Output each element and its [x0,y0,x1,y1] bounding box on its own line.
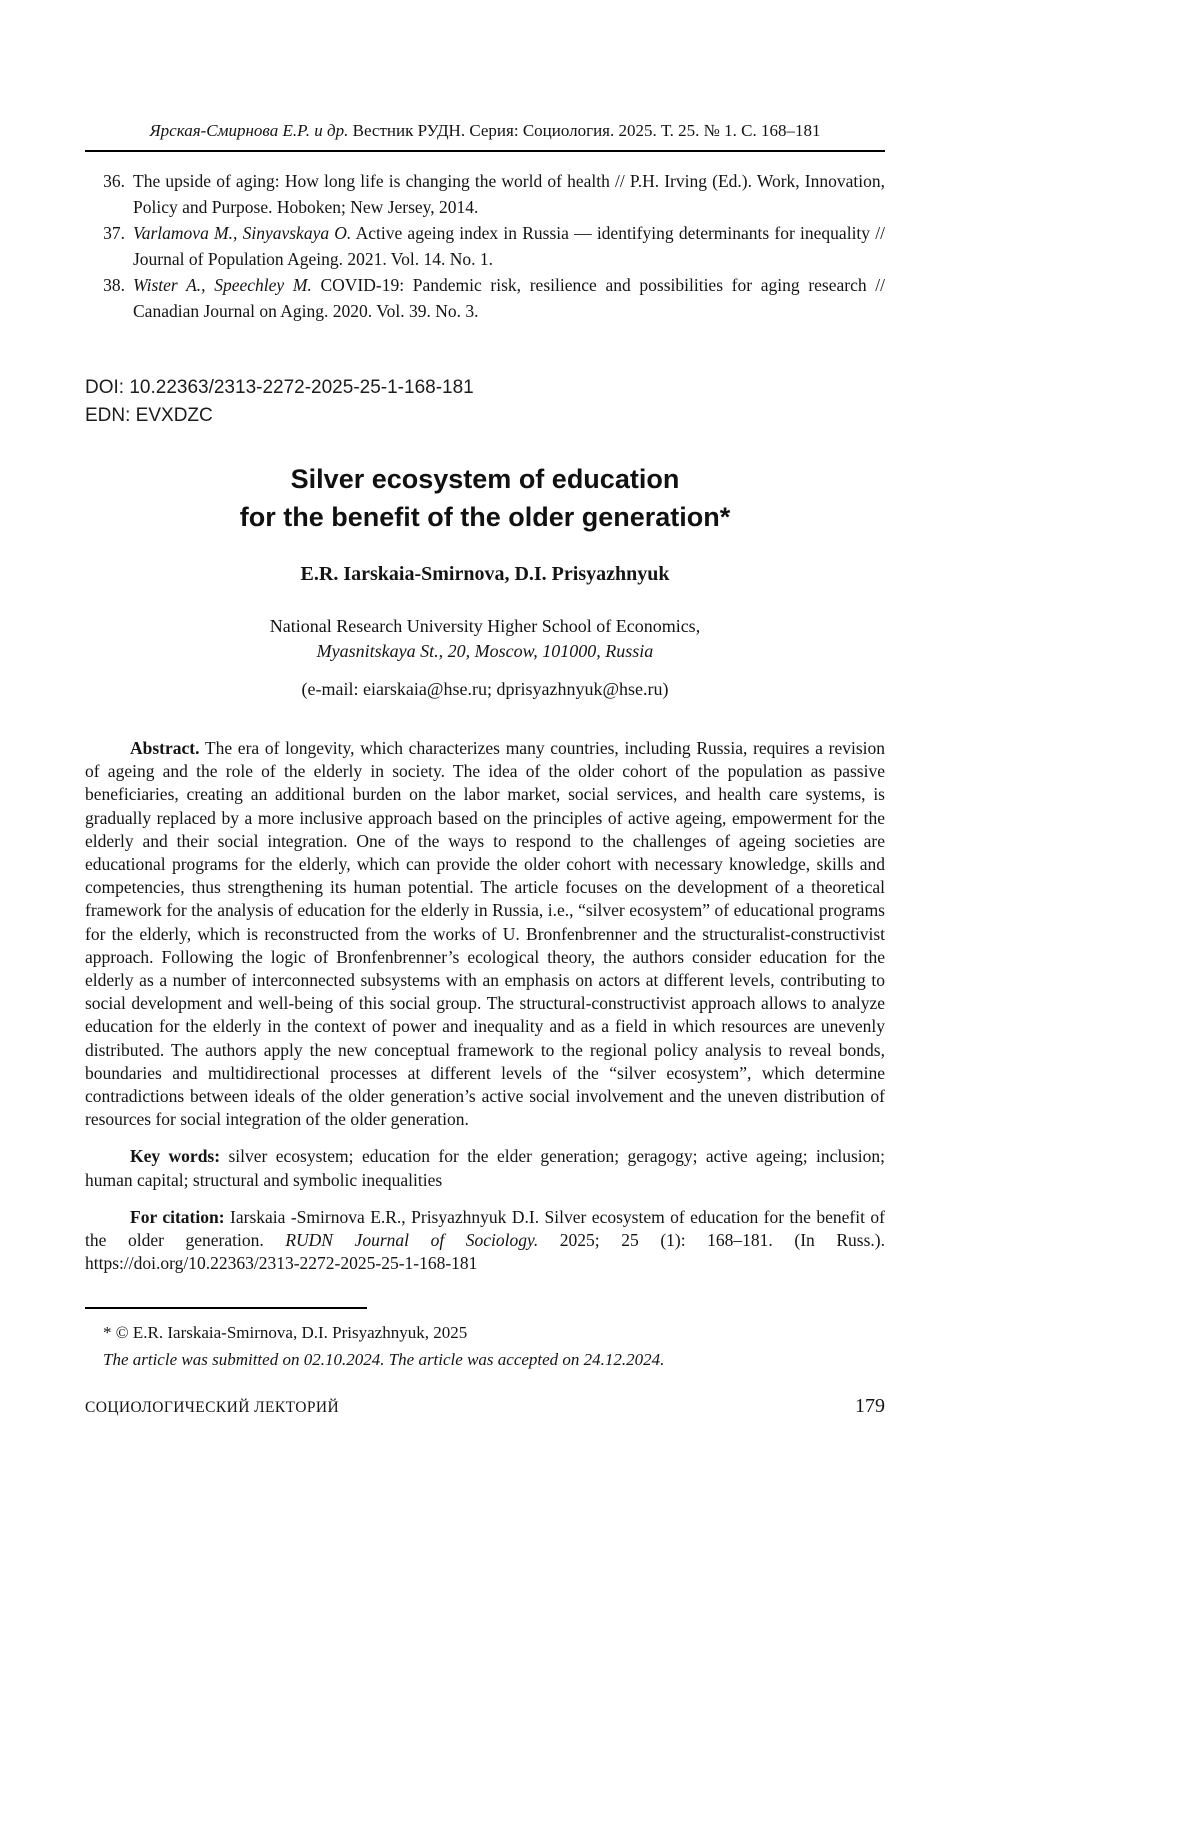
reference-item-36 [85,168,885,220]
reference-number: 37. [103,223,125,243]
edn-line: EDN: EVXDZC [85,405,213,426]
page-footer [85,1395,885,1418]
affiliation-address: Myasnitskaya St., 20, Moscow, 101000, Russia [316,641,654,661]
footnote-dates: The article was submitted on 02.10.2024. The article was accepted on 24.12.2024. [103,1350,665,1370]
keywords-paragraph [85,1145,885,1191]
article-authors: E.R. Iarskaia-Smirnova, D.I. Prisyazhnyuk [300,563,670,585]
footer-section-title: СОЦИОЛОГИЧЕСКИЙ ЛЕКТОРИЙ [85,1399,340,1417]
citation-text-after: 2025; 25 (1): 168–181. (In Russ.). https://doi.org/10.22363/2313-2272-2025-25-1-168-181 [85,1230,885,1274]
reference-authors: Wister A., Speechley M. [133,275,312,295]
citation-journal-name: RUDN Journal of Sociology. [285,1230,539,1251]
article-title-line2: for the benefit of the older generation* [239,502,731,532]
citation-label: For citation: [130,1206,225,1227]
doi-block [85,374,885,430]
footnote-copyright: * © E.R. Iarskaia-Smirnova, D.I. Prisyazhnyuk, 2025 [103,1323,468,1343]
running-header [85,120,885,142]
keywords-label: Key words: [130,1146,221,1167]
affiliation-name: National Research University Higher School of Economics, [269,616,701,636]
abstract-text: The era of longevity, which characterizes many countries, including Russia, requires a revision of ageing and the role of the elderly in society. The idea of the older cohort of the population as passive beneficiaries, creating an additional burden on the labor market, social services, and health care systems, is gradually replaced by a more inclusive approach based on the principles of active ageing, empowerment for the elderly and their social integration. One of the ways to respond to the challenges of ageing societies are educational programs for the elderly, which can provide the older cohort with necessary knowledge, skills and competencies, thus strengthening its human potential. The article focuses on the development of a theoretical framework for the analysis of education for the elderly in Russia, i.e., “silver ecosystem” of educational programs for the elderly, which is reconstructed from the works of U. Bronfenbrenner and the structuralist-constructivist approach. Following the logic of Bronfenbrenner’s ecological theory, the authors consider education for the elderly as a number of interconnected subsystems with an emphasis on actors at different levels, contributing to social development and well-being of this social group. The structural-constructivist approach allows to analyze education for the elderly in the context of power and inequality and as a field in which resources are unevenly distributed. The authors apply the new conceptual framework to the regional policy analysis to reveal bonds, boundaries and multidirectional processes at different levels of the “silver ecosystem”, which determine contradictions between ideals of the older generation’s active social involvement and the uneven distribution of resources for social integration of the older generation. [85,738,885,1130]
reference-number: 36. [103,171,125,191]
keywords-text: silver ecosystem; education for the elder generation; geragogy; active ageing; inclusion; human capital; structural and symbolic inequalities [85,1146,885,1190]
affiliation-block [85,614,885,664]
citation-paragraph [85,1206,885,1276]
footer-page-number: 179 [855,1395,885,1418]
running-header-authors: Ярская-Смирнова Е.Р. и др. [149,121,349,140]
article-title-line1: Silver ecosystem of education [290,464,680,494]
header-rule [85,150,885,152]
reference-authors: Varlamova M., Sinyavskaya O. [133,223,352,243]
reference-list [85,168,885,324]
reference-number: 38. [103,275,125,295]
page-content [85,0,885,1418]
footnote-block [85,1319,885,1373]
running-header-journal-info: Вестник РУДН. Серия: Социология. 2025. Т. 25. № 1. С. 168–181 [348,121,821,140]
abstract-paragraph [85,737,885,1131]
email-line: (e-mail: eiarskaia@hse.ru; dprisyazhnyuk@hse.ru) [301,679,669,699]
reference-text: COVID-19: Pandemic risk, resilience and possibilities for aging research // Canadian Journal on Aging. 2020. Vol. 39. No. 3. [133,275,885,321]
reference-item-37 [85,220,885,272]
reference-text: Active ageing index in Russia — identifying determinants for inequality // Journal of Population Ageing. 2021. Vol. 14. No. 1. [133,223,885,269]
article-title [85,460,885,536]
footnote-rule [85,1307,367,1309]
reference-text: The upside of aging: How long life is changing the world of health // P.H. Irving (Ed.). Work, Innovation, Policy and Purpose. Hoboken; New Jersey, 2014. [133,171,885,217]
abstract-label: Abstract. [130,738,200,758]
citation-text-before: Iarskaia -Smirnova E.R., Prisyazhnyuk D.I. Silver ecosystem of education for the benefit of the older generation. [85,1206,885,1251]
reference-item-38 [85,272,885,324]
doi-line: DOI: 10.22363/2313-2272-2025-25-1-168-181 [85,377,474,398]
